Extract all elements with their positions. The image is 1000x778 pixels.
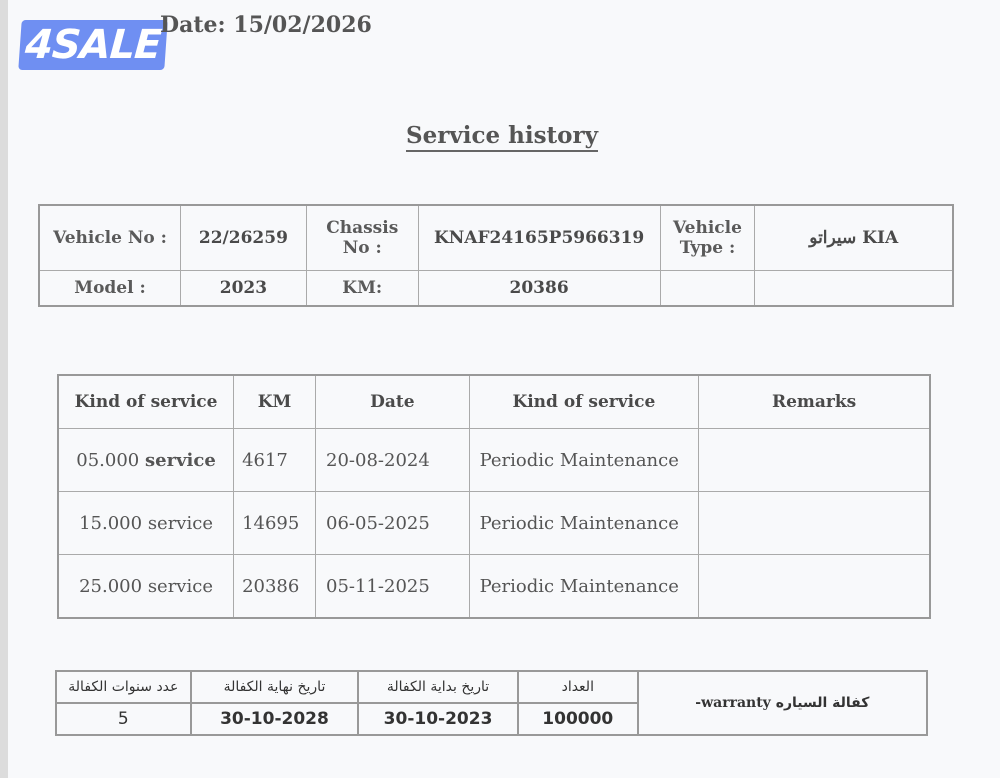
warranty-odometer-label: العداد: [518, 671, 638, 703]
service-kind: [58, 555, 234, 619]
warranty-start-label: تاريخ بداية الكفالة: [358, 671, 518, 703]
empty-cell: [755, 271, 953, 307]
service-interval: 05.000: [76, 449, 140, 471]
table-row: [58, 555, 930, 619]
service-km: 14695: [234, 492, 316, 555]
service-remarks: [699, 492, 930, 555]
vehicle-no-label: Vehicle No :: [39, 205, 181, 271]
col-remarks: Remarks: [699, 375, 930, 429]
empty-cell: [660, 271, 755, 307]
warranty-years-label: عدد سنوات الكفالة: [56, 671, 191, 703]
title-text: Service history: [406, 122, 598, 152]
service-remarks: [699, 555, 930, 619]
service-kind: [58, 429, 234, 492]
page-title: [0, 122, 1000, 149]
service-interval: 25.000: [79, 575, 143, 597]
service-remarks: [699, 429, 930, 492]
service-date: 05-11-2025: [316, 555, 470, 619]
vehicle-type-value: سيراتو KIA: [755, 205, 953, 271]
service-km: 4617: [234, 429, 316, 492]
warranty-end-label: تاريخ نهاية الكفالة: [191, 671, 359, 703]
km-value: 20386: [418, 271, 660, 307]
service-interval: 15.000: [79, 512, 143, 534]
col-date: Date: [316, 375, 470, 429]
service-word: service: [147, 512, 213, 534]
service-word: service: [147, 575, 213, 597]
table-row: [58, 492, 930, 555]
service-date: 06-05-2025: [316, 492, 470, 555]
warranty-end-value: 30-10-2028: [191, 703, 359, 735]
service-description: Periodic Maintenance: [469, 555, 699, 619]
chassis-label: Chassis No :: [306, 205, 418, 271]
vehicle-info-table: [38, 204, 954, 307]
warranty-table: [55, 670, 928, 736]
model-value: 2023: [181, 271, 307, 307]
warranty-years-value: 5: [56, 703, 191, 735]
table-header-row: [58, 375, 930, 429]
warranty-odometer-value: 100000: [518, 703, 638, 735]
service-description: Periodic Maintenance: [469, 492, 699, 555]
service-km: 20386: [234, 555, 316, 619]
4sale-logo: 4SALE: [18, 20, 167, 70]
service-description: Periodic Maintenance: [469, 429, 699, 492]
col-kind-of-service-2: Kind of service: [469, 375, 699, 429]
vehicle-type-label: Vehicle Type :: [660, 205, 755, 271]
km-label: KM:: [306, 271, 418, 307]
service-kind: [58, 492, 234, 555]
model-label: Model :: [39, 271, 181, 307]
document-date: Date: 15/02/2026: [160, 12, 372, 38]
chassis-value: KNAF24165P5966319: [418, 205, 660, 271]
service-word: service: [145, 449, 216, 471]
service-history-table: [57, 374, 931, 619]
service-date: 20-08-2024: [316, 429, 470, 492]
warranty-title-en: warranty-: [695, 695, 771, 711]
col-kind-of-service: Kind of service: [58, 375, 234, 429]
table-row: [58, 429, 930, 492]
warranty-title-ar: كفالة السياره: [775, 695, 870, 711]
vehicle-no-value: 22/26259: [181, 205, 307, 271]
warranty-start-value: 30-10-2023: [358, 703, 518, 735]
page-edge: [0, 0, 8, 778]
col-km: KM: [234, 375, 316, 429]
warranty-title: [638, 671, 927, 735]
